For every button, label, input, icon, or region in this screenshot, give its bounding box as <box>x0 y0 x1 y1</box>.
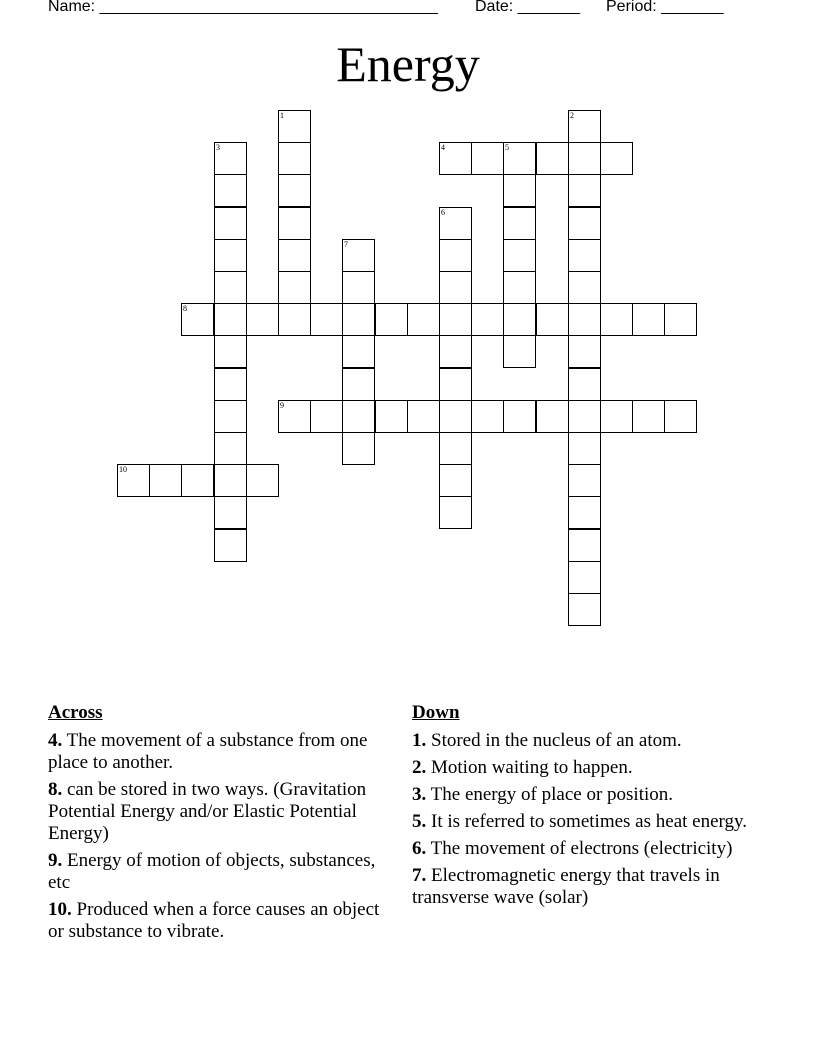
page-title: Energy <box>336 36 480 92</box>
crossword-cell[interactable] <box>471 142 504 175</box>
clue-item <box>412 784 757 806</box>
clue-number: 7 <box>344 240 348 249</box>
crossword-cell[interactable] <box>568 464 601 497</box>
crossword-cell[interactable] <box>568 303 601 336</box>
clue-item-text: Energy of motion of objects, substances, etc <box>48 850 376 893</box>
down-clues <box>412 702 757 914</box>
crossword-cell[interactable] <box>214 207 247 240</box>
crossword-cell[interactable] <box>536 142 569 175</box>
crossword-cell[interactable] <box>310 400 343 433</box>
crossword-cell[interactable] <box>149 464 182 497</box>
crossword-cell[interactable] <box>503 303 536 336</box>
crossword-cell[interactable] <box>310 303 343 336</box>
date-field[interactable]: Date: _______ <box>475 0 580 15</box>
clue-item-text: Motion waiting to happen. <box>426 757 633 778</box>
crossword-cell[interactable] <box>568 142 601 175</box>
clue-number: 6 <box>441 208 445 217</box>
clue-item-number: 2. <box>412 757 427 778</box>
clue-number: 8 <box>183 304 187 313</box>
crossword-cell[interactable] <box>342 432 375 465</box>
clue-item <box>412 757 757 779</box>
period-field[interactable]: Period: _______ <box>606 0 724 15</box>
clue-number: 9 <box>280 401 284 410</box>
crossword-cell[interactable] <box>278 239 311 272</box>
clue-item <box>412 865 757 909</box>
clue-item-text: The movement of electrons (electricity) <box>426 838 733 859</box>
crossword-cell[interactable] <box>214 142 247 175</box>
crossword-cell[interactable] <box>664 400 697 433</box>
crossword-cell[interactable] <box>407 400 440 433</box>
crossword-cell[interactable] <box>375 303 408 336</box>
crossword-cell[interactable] <box>278 207 311 240</box>
crossword-cell[interactable] <box>568 207 601 240</box>
crossword-cell[interactable] <box>568 400 601 433</box>
clue-item-number: 6. <box>412 838 427 859</box>
clue-item-number: 1. <box>412 730 427 751</box>
clue-item-text: Electromagnetic energy that travels in transverse wave (solar) <box>412 865 720 908</box>
clue-number: 4 <box>441 143 445 152</box>
crossword-cell[interactable] <box>568 174 601 207</box>
clue-item-text: The movement of a substance from one place to another. <box>48 730 368 773</box>
clue-item-number: 9. <box>48 850 63 871</box>
clue-item-number: 8. <box>48 779 63 800</box>
clue-item-text: It is referred to sometimes as heat energy. <box>426 811 748 832</box>
crossword-cell[interactable] <box>214 335 247 368</box>
name-field[interactable]: Name: ______________________________________ <box>48 0 438 15</box>
crossword-cell[interactable] <box>439 142 472 175</box>
crossword-cell[interactable] <box>568 496 601 529</box>
clue-item-number: 5. <box>412 811 427 832</box>
crossword-cell[interactable] <box>600 303 633 336</box>
across-heading: Across <box>48 702 103 723</box>
crossword-cell[interactable] <box>278 303 311 336</box>
crossword-cell[interactable] <box>214 368 247 401</box>
crossword-cell[interactable] <box>214 303 247 336</box>
crossword-cell[interactable] <box>503 207 536 240</box>
clue-item <box>48 899 393 943</box>
crossword-cell[interactable] <box>568 368 601 401</box>
crossword-cell[interactable] <box>471 303 504 336</box>
crossword-cell[interactable] <box>278 174 311 207</box>
clue-item <box>48 730 393 774</box>
crossword-cell[interactable] <box>568 561 601 594</box>
crossword-cell[interactable] <box>439 335 472 368</box>
clue-item <box>412 811 757 833</box>
crossword-cell[interactable] <box>278 400 311 433</box>
crossword-cell[interactable] <box>214 464 247 497</box>
clue-item-text: can be stored in two ways. (Gravitation Potential Energy and/or Elastic Potential Energy) <box>48 779 367 844</box>
crossword-cell[interactable] <box>503 142 536 175</box>
clue-number: 10 <box>119 465 127 474</box>
crossword-cell[interactable] <box>664 303 697 336</box>
crossword-cell[interactable] <box>214 496 247 529</box>
crossword-cell[interactable] <box>246 464 279 497</box>
clue-item <box>48 850 393 894</box>
clue-item-number: 3. <box>412 784 427 805</box>
crossword-cell[interactable] <box>536 303 569 336</box>
crossword-cell[interactable] <box>342 303 375 336</box>
crossword-cell[interactable] <box>439 400 472 433</box>
clue-number: 3 <box>216 143 220 152</box>
crossword-cell[interactable] <box>568 271 601 304</box>
crossword-cell[interactable] <box>342 271 375 304</box>
crossword-cell[interactable] <box>471 400 504 433</box>
crossword-cell[interactable] <box>342 239 375 272</box>
crossword-cell[interactable] <box>503 400 536 433</box>
crossword-cell[interactable] <box>214 400 247 433</box>
crossword-cell[interactable] <box>375 400 408 433</box>
clue-item-text: The energy of place or position. <box>426 784 674 805</box>
crossword-cell[interactable] <box>342 335 375 368</box>
clue-number: 5 <box>505 143 509 152</box>
crossword-cell[interactable] <box>568 593 601 626</box>
clue-item-text: Stored in the nucleus of an atom. <box>426 730 682 751</box>
crossword-cell[interactable] <box>568 529 601 562</box>
clue-item-text: Produced when a force causes an object or substance to vibrate. <box>48 899 380 942</box>
clue-number: 1 <box>280 111 284 120</box>
crossword-cell[interactable] <box>503 174 536 207</box>
crossword-cell[interactable] <box>407 303 440 336</box>
clue-item <box>412 730 757 752</box>
crossword-cell[interactable] <box>214 271 247 304</box>
crossword-cell[interactable] <box>278 142 311 175</box>
crossword-cell[interactable] <box>214 432 247 465</box>
crossword-cell[interactable] <box>439 207 472 240</box>
crossword-cell[interactable] <box>439 271 472 304</box>
crossword-cell[interactable] <box>181 464 214 497</box>
crossword-cell[interactable] <box>117 464 150 497</box>
crossword-cell[interactable] <box>439 368 472 401</box>
clue-item-number: 10. <box>48 899 72 920</box>
crossword-cell[interactable] <box>600 142 633 175</box>
crossword-cell[interactable] <box>342 368 375 401</box>
clue-item <box>48 779 393 845</box>
crossword-cell[interactable] <box>342 400 375 433</box>
crossword-cell[interactable] <box>439 464 472 497</box>
crossword-cell[interactable] <box>600 400 633 433</box>
clue-item <box>412 838 757 860</box>
crossword-cell[interactable] <box>214 239 247 272</box>
crossword-cell[interactable] <box>181 303 214 336</box>
crossword-cell[interactable] <box>214 174 247 207</box>
crossword-cell[interactable] <box>503 239 536 272</box>
clue-item-number: 4. <box>48 730 63 751</box>
crossword-cell[interactable] <box>503 271 536 304</box>
clue-number: 2 <box>570 111 574 120</box>
crossword-cell[interactable] <box>278 110 311 143</box>
crossword-cell[interactable] <box>439 239 472 272</box>
crossword-cell[interactable] <box>632 303 665 336</box>
crossword-cell[interactable] <box>278 271 311 304</box>
crossword-cell[interactable] <box>568 239 601 272</box>
crossword-cell[interactable] <box>568 110 601 143</box>
crossword-cell[interactable] <box>439 303 472 336</box>
clue-item-number: 7. <box>412 865 427 886</box>
crossword-cell[interactable] <box>439 496 472 529</box>
down-heading: Down <box>412 702 460 723</box>
crossword-cell[interactable] <box>632 400 665 433</box>
across-clues <box>48 702 393 948</box>
crossword-cell[interactable] <box>246 303 279 336</box>
crossword-cell[interactable] <box>568 335 601 368</box>
crossword-cell[interactable] <box>536 400 569 433</box>
crossword-cell[interactable] <box>568 432 601 465</box>
crossword-cell[interactable] <box>214 529 247 562</box>
crossword-cell[interactable] <box>503 335 536 368</box>
crossword-cell[interactable] <box>439 432 472 465</box>
